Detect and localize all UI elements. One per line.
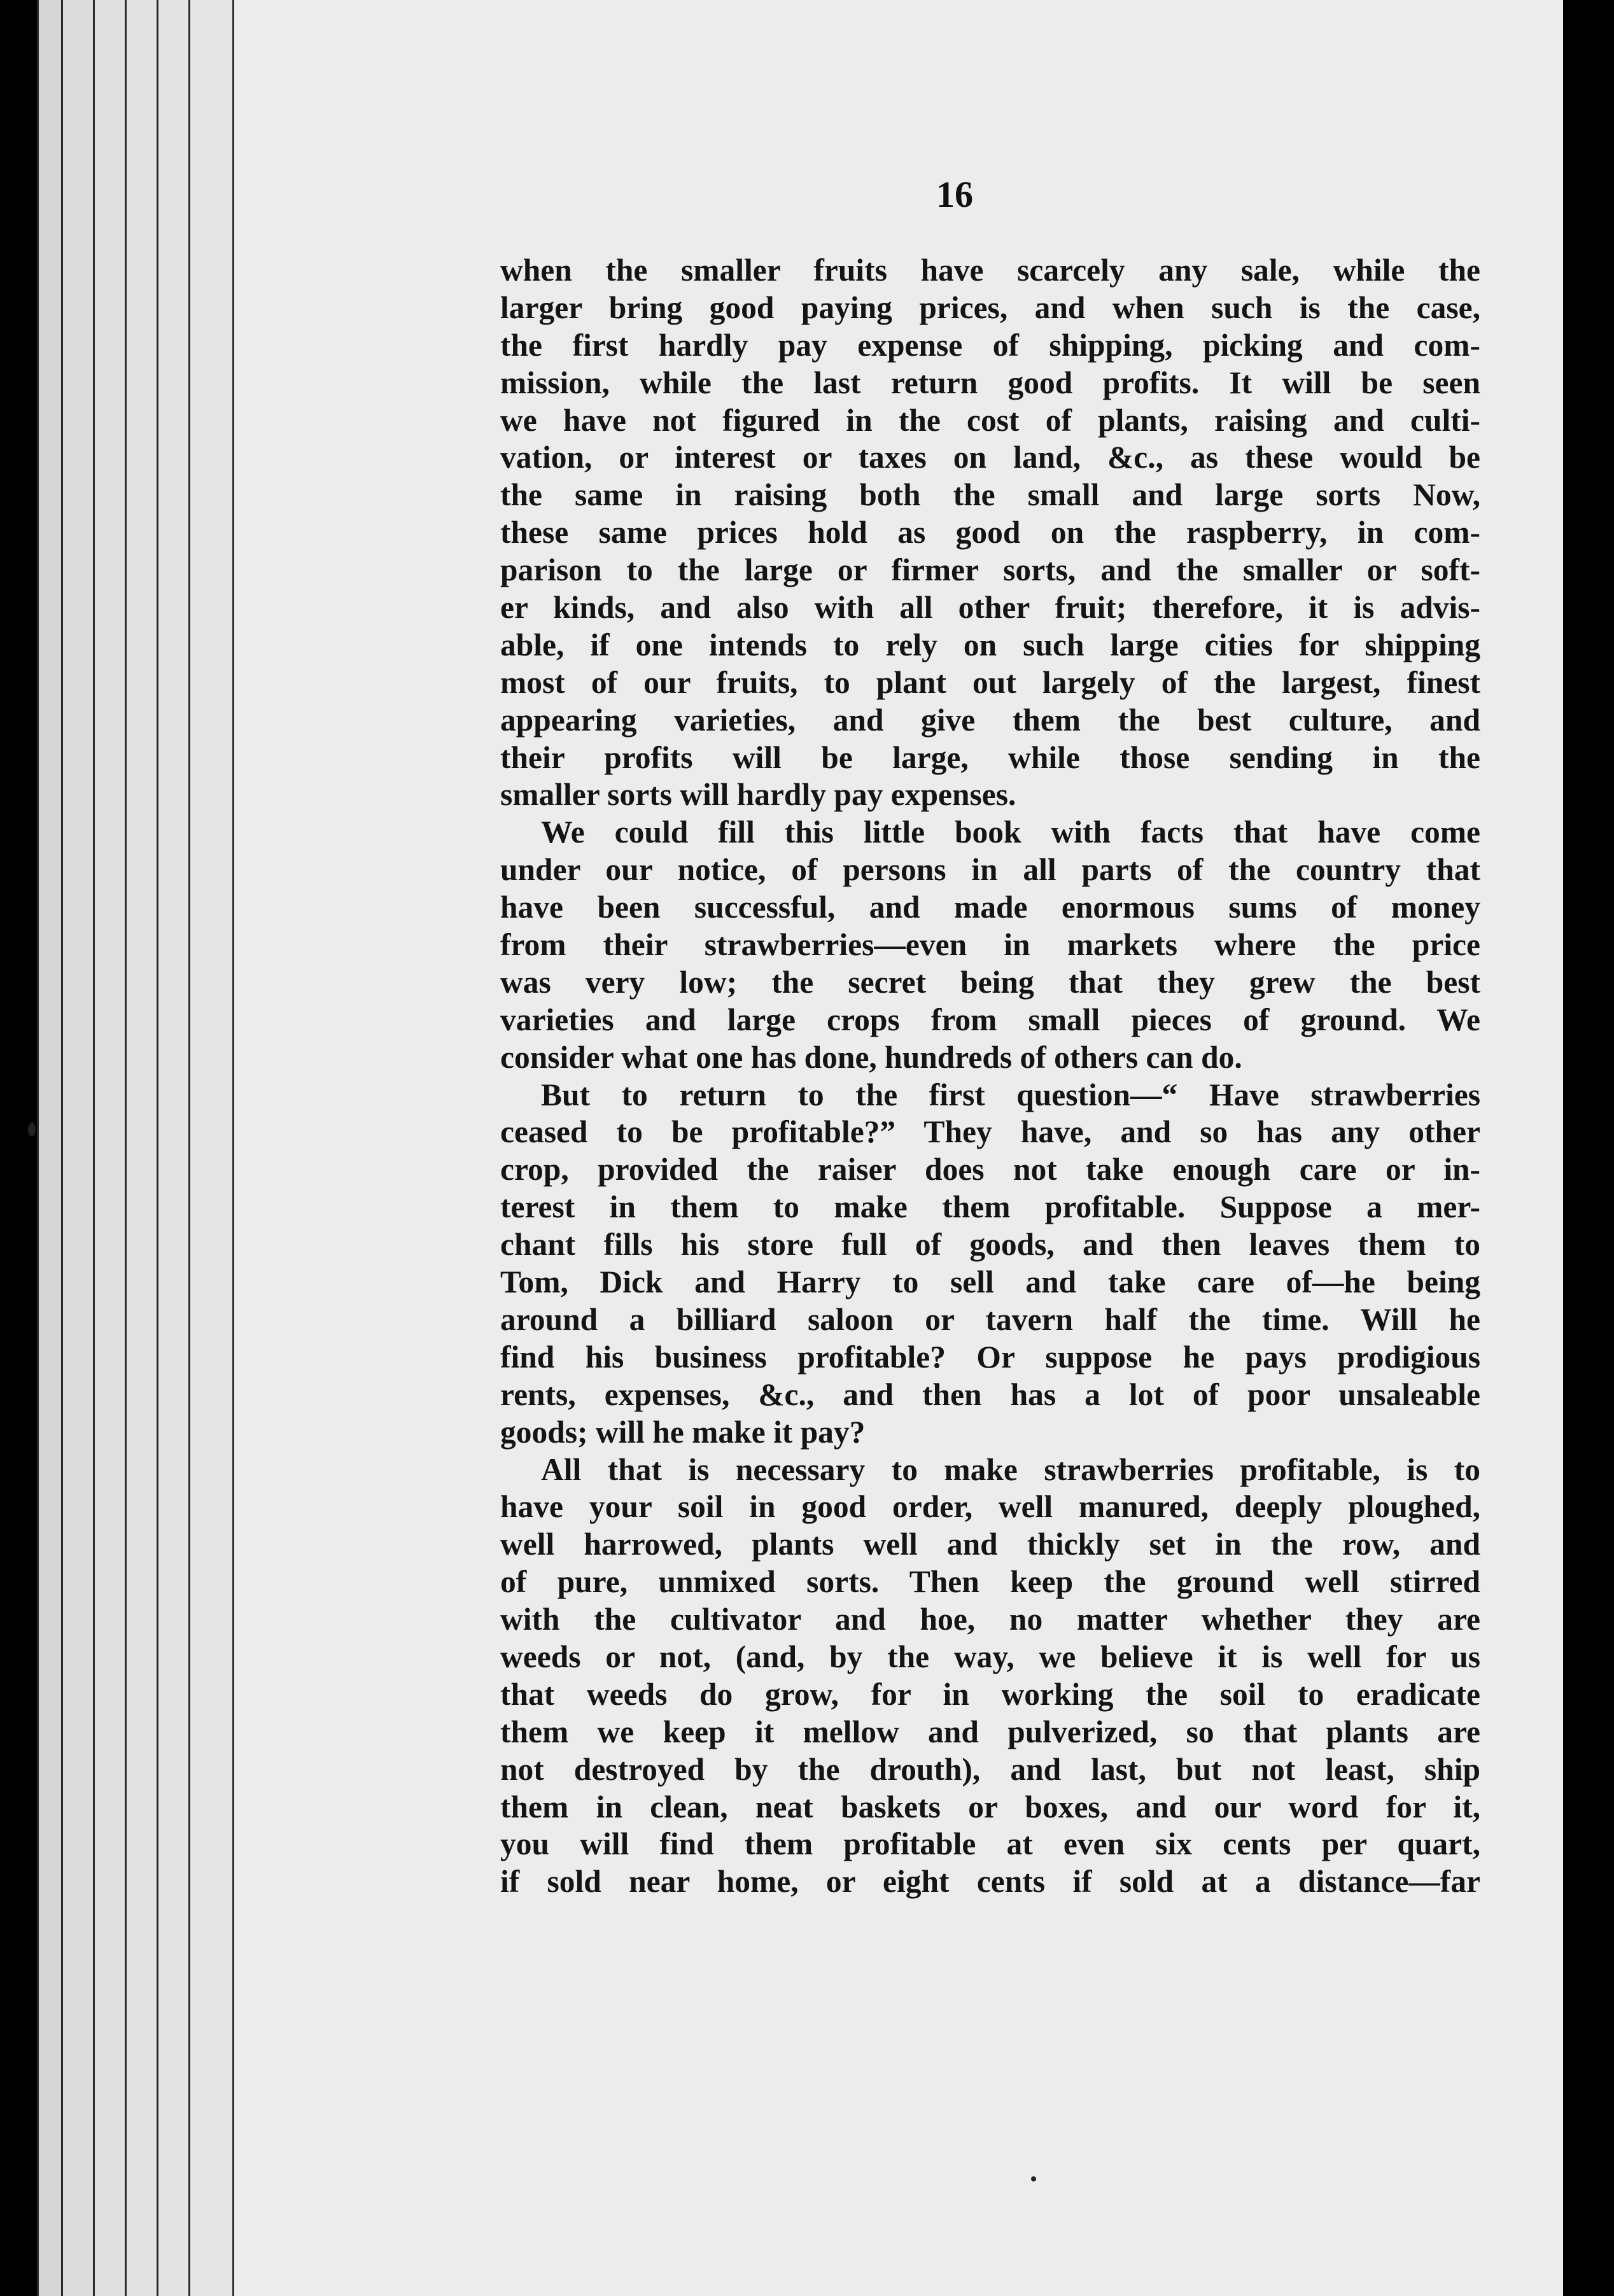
text-line: crop, provided the raiser does not take enough care or in-	[500, 1152, 1480, 1187]
text-line: All that is necessary to make strawberries profitable, is to	[541, 1452, 1480, 1487]
text-line: terest in them to make them profitable. Suppose a mer-	[500, 1189, 1480, 1225]
text-line: them we keep it mellow and pulverized, so that plants are	[500, 1714, 1480, 1749]
text-line: under our notice, of persons in all parts of the country that	[500, 852, 1480, 888]
text-line: have been successful, and made enormous sums of money	[500, 890, 1480, 925]
text-line: most of our fruits, to plant out largely of the largest, finest	[500, 664, 1480, 700]
text-line: that weeds do grow, for in working the soil to eradicate	[500, 1676, 1480, 1712]
scan-border	[1563, 0, 1614, 2296]
text-line: have your soil in good order, well manured, deeply ploughed,	[500, 1489, 1480, 1525]
text-line: But to return to the first question—“ Have strawberries	[541, 1077, 1480, 1112]
text-line: the same in raising both the small and large sorts Now,	[500, 477, 1480, 513]
text-line: er kinds, and also with all other fruit; therefore, it is advis-	[500, 590, 1480, 626]
text-line: weeds or not, (and, by the way, we believe it is well for us	[500, 1639, 1480, 1674]
text-line: goods; will he make it pay?	[500, 1414, 866, 1450]
text-line: not destroyed by the drouth), and last, but not least, ship	[500, 1751, 1480, 1787]
scan-speck	[1031, 2176, 1036, 2181]
text-line: able, if one intends to rely on such large cities for shipping	[500, 627, 1480, 662]
text-line: larger bring good paying prices, and when such is the case,	[500, 290, 1480, 325]
body-text	[500, 252, 1480, 1901]
scan-speck	[28, 1123, 36, 1137]
text-line: them in clean, neat baskets or boxes, and our word for it,	[500, 1789, 1480, 1824]
text-line: appearing varieties, and give them the best culture, and	[500, 702, 1480, 738]
text-line: mission, while the last return good profits. It will be seen	[500, 365, 1480, 400]
text-line: with the cultivator and hoe, no matter whether they are	[500, 1602, 1480, 1637]
text-line: vation, or interest or taxes on land, &c., as these would be	[500, 440, 1480, 475]
text-line: was very low; the secret being that they grew the best	[500, 964, 1480, 1000]
text-line: chant fills his store full of goods, and then leaves them to	[500, 1227, 1480, 1263]
text-line: of pure, unmixed sorts. Then keep the ground well stirred	[500, 1564, 1480, 1600]
text-line: their profits will be large, while those sending in the	[500, 739, 1480, 775]
text-line: from their strawberries—even in markets where the price	[500, 927, 1480, 963]
text-line: find his business profitable? Or suppose he pays prodigious	[500, 1339, 1480, 1375]
text-line: if sold near home, or eight cents if sold at a distance—far	[500, 1864, 1480, 1900]
page-number: 16	[936, 174, 973, 215]
text-line: we have not figured in the cost of plants, raising and culti-	[500, 402, 1480, 438]
text-line: the first hardly pay expense of shipping, picking and com-	[500, 327, 1480, 363]
text-line: parison to the large or firmer sorts, and the smaller or soft-	[500, 552, 1480, 588]
text-line: these same prices hold as good on the raspberry, in com-	[500, 515, 1480, 550]
text-line: consider what one has done, hundreds of others can do.	[500, 1039, 1242, 1075]
text-line: ceased to be profitable?” They have, and so has any other	[500, 1114, 1480, 1150]
text-line: when the smaller fruits have scarcely any sale, while the	[500, 253, 1480, 288]
text-line: you will find them profitable at even six cents per quart,	[500, 1826, 1480, 1862]
text-line: around a billiard saloon or tavern half the time. Will he	[500, 1301, 1480, 1337]
text-line: smaller sorts will hardly pay expenses.	[500, 777, 1016, 813]
text-line: rents, expenses, &c., and then has a lot of poor unsaleable	[500, 1376, 1480, 1412]
text-line: Tom, Dick and Harry to sell and take care of—he being	[500, 1264, 1480, 1300]
text-line: We could fill this little book with facts that have come	[541, 815, 1480, 850]
text-line: well harrowed, plants well and thickly set in the row, and	[500, 1527, 1480, 1562]
text-line: varieties and large crops from small pieces of ground. We	[500, 1002, 1480, 1037]
